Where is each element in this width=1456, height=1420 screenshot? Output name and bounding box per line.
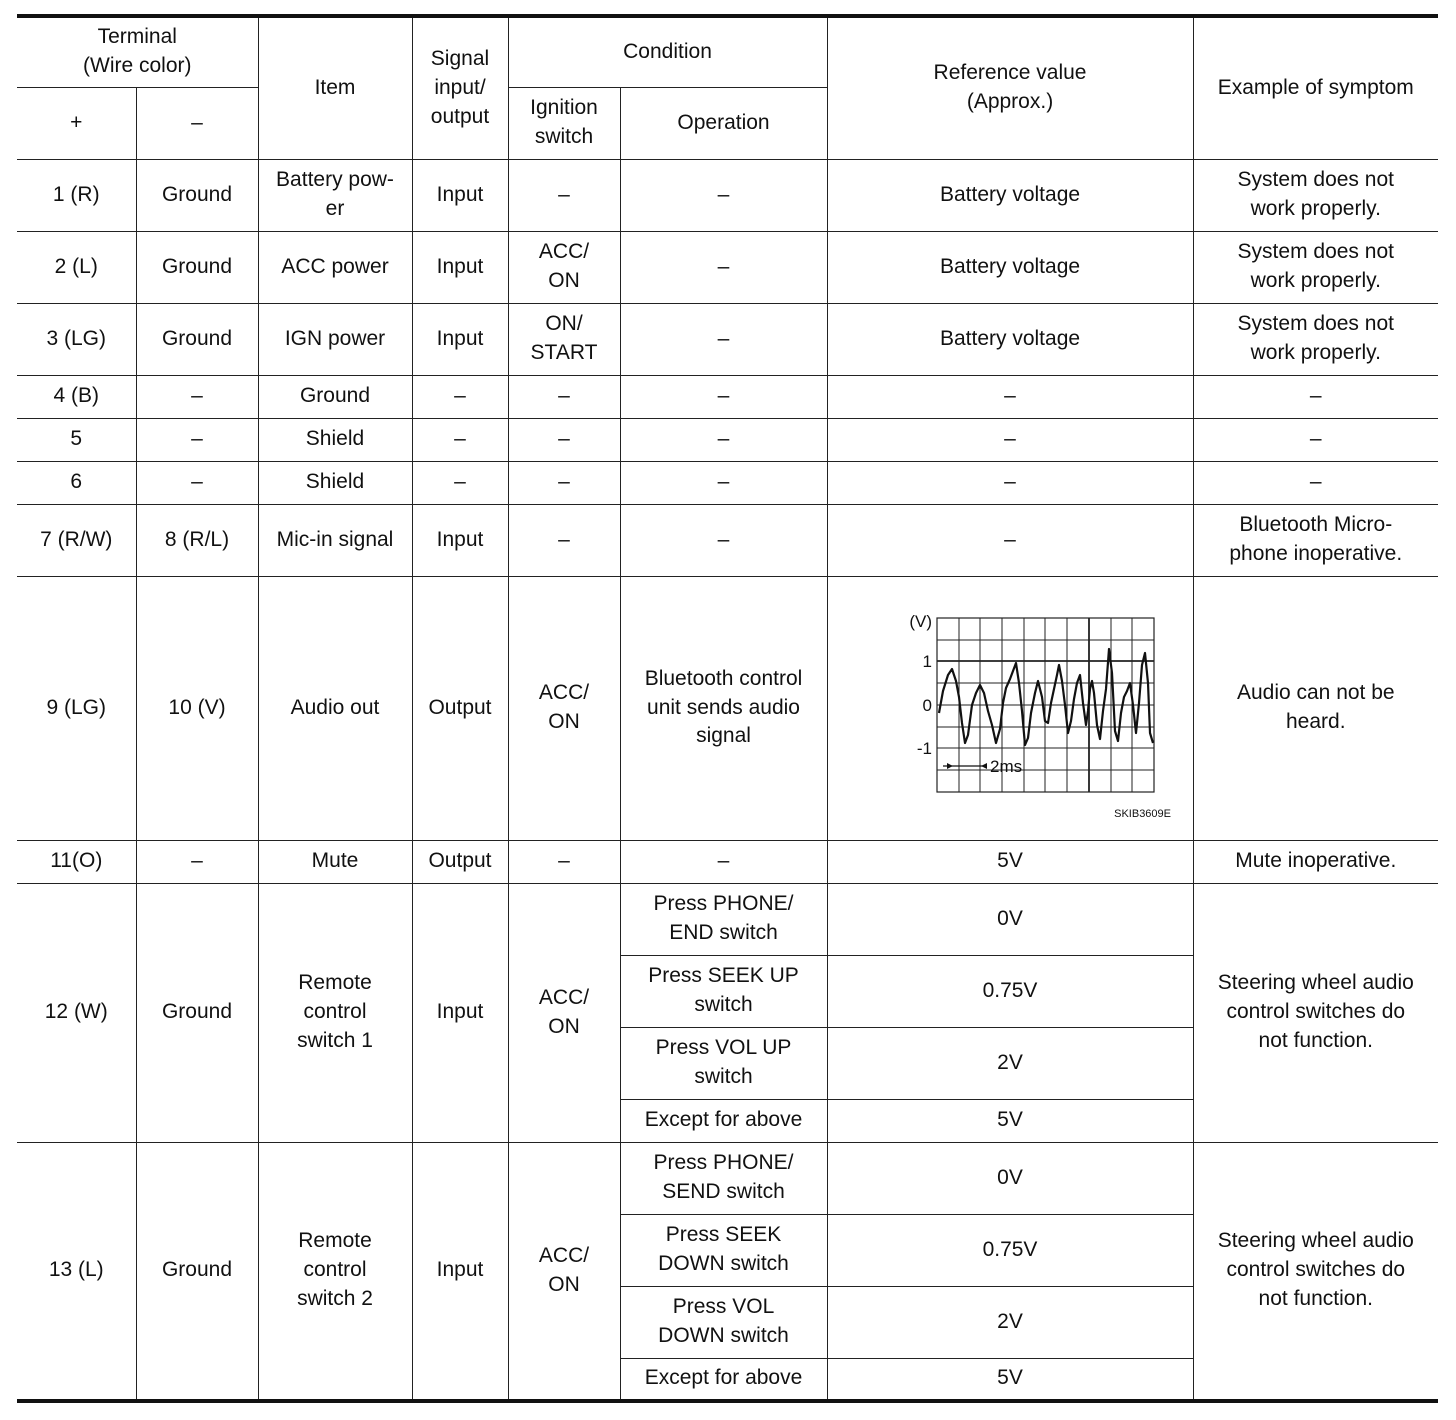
signal: Output [412, 840, 508, 883]
figure-code: SKIB3609E [1114, 808, 1172, 820]
ignition: – [508, 159, 620, 231]
item: Remote control switch 2 [258, 1142, 412, 1401]
reference-value: – [827, 461, 1193, 504]
item: Battery pow- er [258, 159, 412, 231]
signal: Input [412, 1142, 508, 1401]
symptom: System does not work properly. [1193, 159, 1438, 231]
reference-value: Battery voltage [827, 303, 1193, 375]
signal: – [412, 375, 508, 418]
item: ACC power [258, 231, 412, 303]
table-row [17, 504, 1438, 576]
reference-value: – [827, 375, 1193, 418]
table-row [17, 576, 1438, 840]
condition-header: Condition [508, 16, 827, 87]
item: Shield [258, 418, 412, 461]
operation: Bluetooth control unit sends audio signal [620, 576, 827, 840]
table-row [17, 159, 1438, 231]
terminal-minus: Ground [136, 883, 258, 1142]
table-row [17, 303, 1438, 375]
reference-value: 5V [827, 1358, 1193, 1401]
terminal-plus: 1 (R) [17, 159, 136, 231]
table-row [17, 461, 1438, 504]
terminal-spec-table [17, 14, 1438, 1403]
signal: Input [412, 883, 508, 1142]
signal: Input [412, 303, 508, 375]
operation: – [620, 504, 827, 576]
waveform-tick-neg1: -1 [916, 739, 933, 758]
reference-value: 5V [827, 840, 1193, 883]
operation: Press PHONE/ SEND switch [620, 1142, 827, 1214]
table-row [17, 840, 1438, 883]
symptom-header: Example of symptom [1193, 16, 1438, 159]
reference-value: 0V [827, 1142, 1193, 1214]
reference-value: Battery voltage [827, 231, 1193, 303]
item: Audio out [258, 576, 412, 840]
reference-value: 0V [827, 883, 1193, 955]
table-row [17, 883, 1438, 955]
ignition: – [508, 418, 620, 461]
symptom: – [1193, 461, 1438, 504]
terminal-minus: 8 (R/L) [136, 504, 258, 576]
minus-header: – [136, 87, 258, 159]
terminal-minus: Ground [136, 1142, 258, 1401]
terminal-plus: 2 (L) [17, 231, 136, 303]
signal: Input [412, 504, 508, 576]
ignition: – [508, 375, 620, 418]
operation: Press VOL UP switch [620, 1027, 827, 1099]
reference-value: – [827, 418, 1193, 461]
reference-value: 2V [827, 1286, 1193, 1358]
terminal-minus: 10 (V) [136, 576, 258, 840]
header-row-1 [17, 16, 1438, 87]
operation: Except for above [620, 1358, 827, 1401]
terminal-minus: Ground [136, 159, 258, 231]
waveform-tick-0: 0 [922, 696, 933, 715]
waveform-unit-label: (V) [909, 612, 933, 631]
table-row [17, 418, 1438, 461]
symptom: Audio can not be heard. [1193, 576, 1438, 840]
terminal-plus: 9 (LG) [17, 576, 136, 840]
table-row [17, 1142, 1438, 1214]
terminal-minus: – [136, 840, 258, 883]
plus-header: + [17, 87, 136, 159]
table-row [17, 375, 1438, 418]
symptom: Bluetooth Micro- phone inoperative. [1193, 504, 1438, 576]
operation: – [620, 461, 827, 504]
reference-value: 0.75V [827, 955, 1193, 1027]
item: Ground [258, 375, 412, 418]
item: IGN power [258, 303, 412, 375]
ignition: ACC/ ON [508, 1142, 620, 1401]
symptom: Mute inoperative. [1193, 840, 1438, 883]
terminal-plus: 7 (R/W) [17, 504, 136, 576]
reference-value: 0.75V [827, 1214, 1193, 1286]
item: Mute [258, 840, 412, 883]
signal: Output [412, 576, 508, 840]
symptom: System does not work properly. [1193, 231, 1438, 303]
reference-value: – [827, 504, 1193, 576]
ignition: ACC/ ON [508, 576, 620, 840]
terminal-plus: 13 (L) [17, 1142, 136, 1401]
terminal-plus: 6 [17, 461, 136, 504]
symptom: Steering wheel audio control switches do not function. [1193, 883, 1438, 1142]
signal: Input [412, 231, 508, 303]
signal: Input [412, 159, 508, 231]
waveform-time-label: 2ms [990, 757, 1023, 776]
ignition: – [508, 840, 620, 883]
operation: Press SEEK DOWN switch [620, 1214, 827, 1286]
item: Mic-in signal [258, 504, 412, 576]
reference-header: Reference value (Approx.) [827, 16, 1193, 159]
ignition: – [508, 504, 620, 576]
ignition: ACC/ ON [508, 231, 620, 303]
reference-value: 2V [827, 1027, 1193, 1099]
ignition: ACC/ ON [508, 883, 620, 1142]
symptom: Steering wheel audio control switches do not function. [1193, 1142, 1438, 1401]
waveform-figure [827, 576, 1193, 840]
ignition: ON/ START [508, 303, 620, 375]
item-header: Item [258, 16, 412, 159]
operation-header: Operation [620, 87, 827, 159]
terminal-minus: – [136, 418, 258, 461]
operation: – [620, 418, 827, 461]
terminal-minus: Ground [136, 231, 258, 303]
symptom: – [1193, 418, 1438, 461]
terminal-plus: 12 (W) [17, 883, 136, 1142]
operation: Except for above [620, 1099, 827, 1142]
terminal-minus: – [136, 375, 258, 418]
terminal-plus: 5 [17, 418, 136, 461]
operation: – [620, 303, 827, 375]
terminal-plus: 4 (B) [17, 375, 136, 418]
operation: – [620, 159, 827, 231]
terminal-header: Terminal (Wire color) [17, 16, 258, 87]
operation: Press PHONE/ END switch [620, 883, 827, 955]
operation: – [620, 231, 827, 303]
ignition: – [508, 461, 620, 504]
reference-value: 5V [827, 1099, 1193, 1142]
terminal-minus: – [136, 461, 258, 504]
terminal-minus: Ground [136, 303, 258, 375]
item: Shield [258, 461, 412, 504]
table-row [17, 231, 1438, 303]
operation: Press VOL DOWN switch [620, 1286, 827, 1358]
operation: – [620, 840, 827, 883]
signal: – [412, 418, 508, 461]
operation: – [620, 375, 827, 418]
symptom: – [1193, 375, 1438, 418]
waveform-trace [939, 649, 1153, 745]
symptom: System does not work properly. [1193, 303, 1438, 375]
terminal-plus: 3 (LG) [17, 303, 136, 375]
reference-value: Battery voltage [827, 159, 1193, 231]
ignition-header: Ignition switch [508, 87, 620, 159]
audio-waveform-diagram [860, 593, 1172, 823]
operation: Press SEEK UP switch [620, 955, 827, 1027]
item: Remote control switch 1 [258, 883, 412, 1142]
waveform-tick-1: 1 [922, 652, 933, 671]
signal: – [412, 461, 508, 504]
signal-header: Signal input/ output [412, 16, 508, 159]
terminal-plus: 11(O) [17, 840, 136, 883]
